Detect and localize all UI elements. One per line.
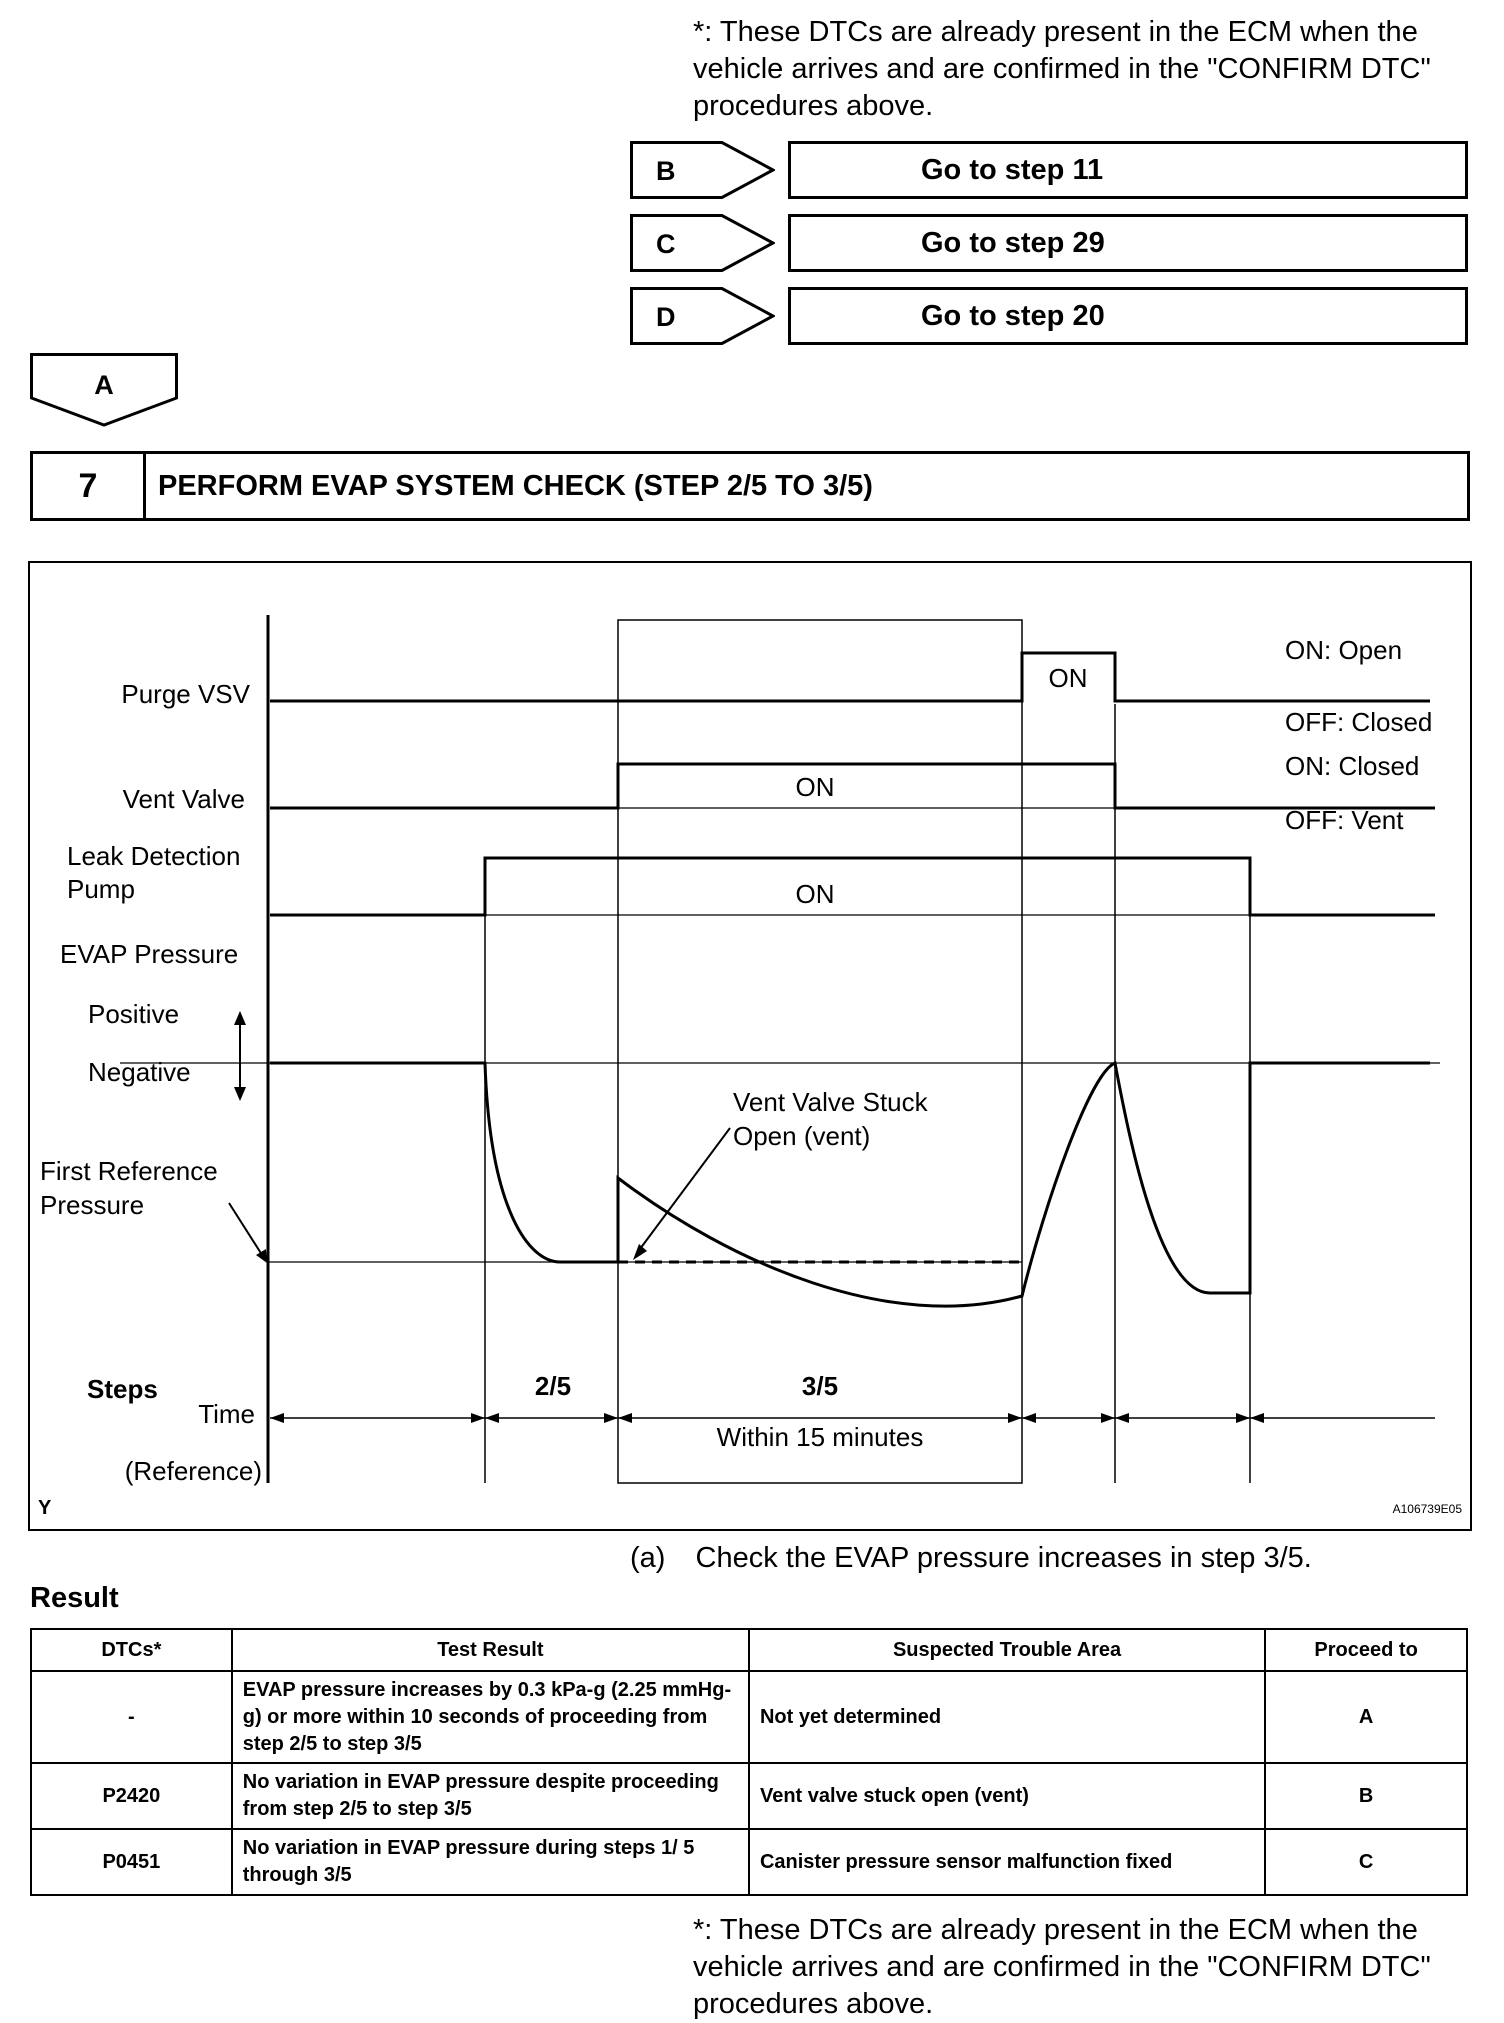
branch-tag-c [630, 214, 775, 272]
dtc-footnote-bottom: *: These DTCs are already present in the ECM when the vehicle arrives and are confirmed in the "CONFIRM DTC" procedures above. [693, 1914, 1431, 2020]
label-within-15-min: Within 15 minutes [716, 1422, 924, 1452]
cell-result: No variation in EVAP pressure despite proceeding from step 2/5 to step 3/5 [232, 1763, 749, 1829]
cell-proceed: B [1265, 1763, 1467, 1829]
cell-dtc: - [31, 1671, 232, 1763]
branch-code-a: A [94, 370, 114, 400]
label-step-2-5: 2/5 [534, 1371, 572, 1401]
cell-area: Not yet determined [749, 1671, 1265, 1763]
branch-tag-d [630, 287, 775, 345]
go-to-step-11-box[interactable] [788, 141, 1468, 199]
label-time: Time [198, 1399, 255, 1429]
section-header [30, 451, 1470, 521]
instruction-marker: (a) [630, 1542, 666, 1574]
label-vent-on: ON [795, 772, 835, 802]
label-off-vent: OFF: Vent [1285, 805, 1404, 835]
timing-diagram-frame [28, 561, 1472, 1531]
label-negative: Negative [88, 1057, 191, 1087]
label-step-3-5: 3/5 [801, 1371, 839, 1401]
leak-detection-pump-signal [270, 858, 1435, 915]
header-proceed-to: Proceed to [1265, 1629, 1467, 1671]
go-to-step-11-label: Go to step 11 [921, 153, 1104, 186]
label-stuck-line1: Vent Valve Stuck [733, 1087, 928, 1117]
cell-dtc: P2420 [31, 1763, 232, 1829]
label-ldp-line1: Leak Detection [67, 841, 241, 871]
table-row [31, 1763, 1467, 1829]
table-row [31, 1671, 1467, 1763]
label-stuck-line2: Open (vent) [733, 1121, 871, 1151]
label-reference: (Reference) [124, 1456, 262, 1486]
label-first-ref-line1: First Reference [40, 1156, 218, 1186]
label-steps: Steps [87, 1374, 158, 1404]
negative-arrow-icon [234, 1087, 246, 1101]
label-off-closed: OFF: Closed [1285, 707, 1433, 737]
header-test-result: Test Result [232, 1629, 749, 1671]
label-purge-on: ON [1048, 663, 1088, 693]
instruction-text: Check the EVAP pressure increases in step 3/5. [695, 1542, 1312, 1574]
cell-area: Canister pressure sensor malfunction fixed [749, 1829, 1265, 1895]
cell-area: Vent valve stuck open (vent) [749, 1763, 1265, 1829]
cell-result: EVAP pressure increases by 0.3 kPa-g (2.25 mmHg-g) or more within 10 seconds of proceeding from step 2/5 to step 3/5 [232, 1671, 749, 1763]
go-to-step-20-box[interactable] [788, 287, 1468, 345]
cell-dtc: P0451 [31, 1829, 232, 1895]
figure-id: A106739E05 [1392, 1502, 1462, 1516]
table-row [31, 1829, 1467, 1895]
instruction-line [630, 1542, 1312, 1575]
header-suspected-area: Suspected Trouble Area [749, 1629, 1265, 1671]
branch-code-b: B [656, 156, 676, 186]
branch-tag-b [630, 141, 775, 199]
label-vent-valve: Vent Valve [122, 784, 245, 814]
cell-result: No variation in EVAP pressure during steps 1/ 5 through 3/5 [232, 1829, 749, 1895]
label-purge-vsv: Purge VSV [121, 679, 250, 709]
label-y: Y [38, 1497, 52, 1519]
branch-code-c: C [656, 229, 676, 259]
vent-valve-signal [270, 764, 1435, 808]
label-evap-pressure: EVAP Pressure [60, 939, 239, 969]
go-to-step-29-box[interactable] [788, 214, 1468, 272]
cell-proceed: C [1265, 1829, 1467, 1895]
label-ldp-line2: Pump [67, 874, 135, 904]
go-to-step-20-label: Go to step 20 [921, 299, 1105, 332]
branch-code-d: D [656, 302, 676, 332]
label-first-ref-line2: Pressure [40, 1190, 145, 1220]
cell-proceed: A [1265, 1671, 1467, 1763]
evap-timing-diagram [30, 563, 1470, 1529]
first-ref-arrow-icon [256, 1249, 267, 1263]
table-header-row [31, 1629, 1467, 1671]
label-pump-on: ON [795, 879, 835, 909]
section-number: 7 [33, 454, 146, 518]
dtc-footnote-top: *: These DTCs are already present in the ECM when the vehicle arrives and are confirmed in the "CONFIRM DTC" procedures above. [693, 16, 1431, 122]
first-ref-pointer [229, 1203, 264, 1258]
header-dtcs: DTCs* [31, 1629, 232, 1671]
go-to-step-29-label: Go to step 29 [921, 226, 1105, 259]
stuck-arrow-icon [633, 1244, 647, 1260]
stuck-pointer [637, 1128, 730, 1253]
label-positive: Positive [88, 999, 180, 1029]
label-on-open: ON: Open [1285, 635, 1403, 665]
step-3-5-box [618, 620, 1022, 1483]
result-heading: Result [30, 1582, 119, 1614]
positive-arrow-icon [234, 1011, 246, 1025]
result-table [30, 1628, 1468, 1896]
branch-tag-a [30, 353, 178, 427]
label-on-closed: ON: Closed [1285, 751, 1420, 781]
purge-vsv-signal [270, 653, 1430, 701]
section-title: PERFORM EVAP SYSTEM CHECK (STEP 2/5 TO 3/5) [158, 469, 873, 502]
